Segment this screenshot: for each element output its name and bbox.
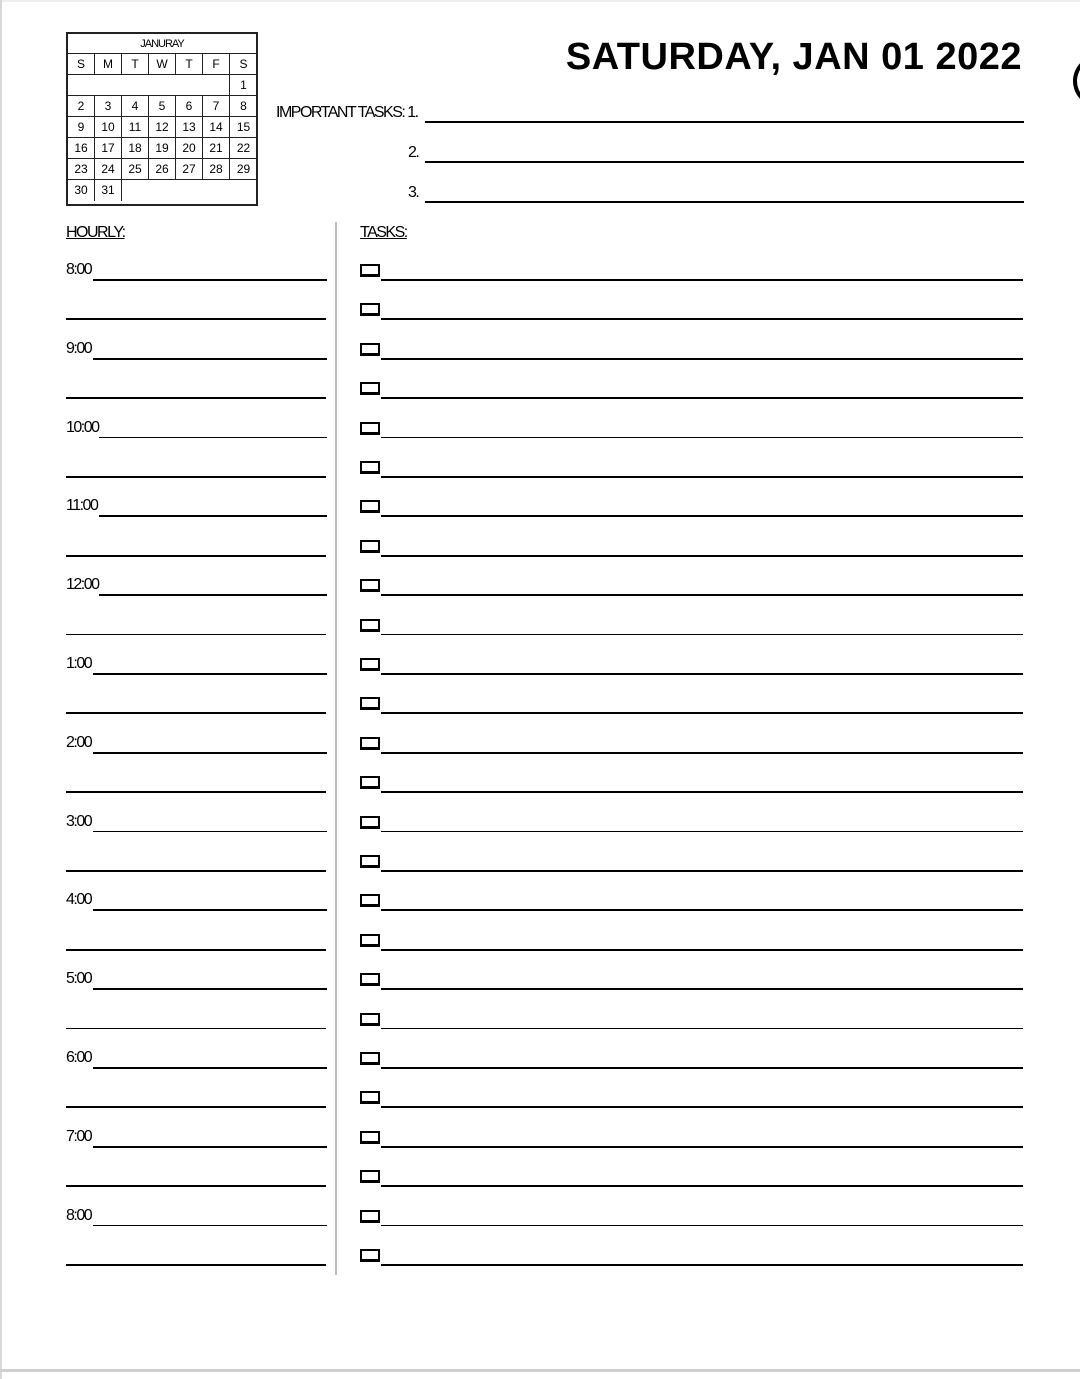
hour-write-line[interactable] bbox=[93, 673, 327, 675]
important-task-line-2[interactable] bbox=[425, 161, 1024, 163]
hour-write-line[interactable] bbox=[93, 1225, 327, 1227]
task-write-line[interactable] bbox=[381, 673, 1023, 675]
half-hour-write-line[interactable] bbox=[66, 1106, 326, 1108]
calendar-day[interactable]: 7 bbox=[203, 96, 230, 117]
task-checkbox[interactable] bbox=[360, 343, 380, 356]
hour-label: 6:00 bbox=[66, 1049, 92, 1066]
hour-write-line[interactable] bbox=[93, 988, 327, 990]
task-checkbox[interactable] bbox=[360, 1091, 380, 1104]
calendar-day[interactable]: 12 bbox=[149, 117, 176, 138]
hour-write-line[interactable] bbox=[93, 909, 327, 911]
task-checkbox[interactable] bbox=[360, 737, 380, 750]
half-hour-write-line[interactable] bbox=[66, 1185, 326, 1187]
task-checkbox[interactable] bbox=[360, 1052, 380, 1065]
task-write-line[interactable] bbox=[381, 988, 1023, 990]
page-top-edge bbox=[0, 0, 1080, 2]
page-bottom-edge bbox=[0, 1369, 1080, 1372]
task-checkbox[interactable] bbox=[360, 1210, 380, 1223]
calendar-day[interactable]: 23 bbox=[68, 159, 95, 180]
task-checkbox[interactable] bbox=[360, 894, 380, 907]
calendar-day[interactable]: 18 bbox=[122, 138, 149, 159]
task-checkbox[interactable] bbox=[360, 776, 380, 789]
task-checkbox[interactable] bbox=[360, 816, 380, 829]
task-write-line[interactable] bbox=[381, 1146, 1023, 1148]
task-write-line[interactable] bbox=[381, 1067, 1023, 1069]
calendar-day[interactable]: 9 bbox=[68, 117, 95, 138]
task-write-line[interactable] bbox=[381, 752, 1023, 754]
task-checkbox[interactable] bbox=[360, 1131, 380, 1144]
calendar-day[interactable]: 11 bbox=[122, 117, 149, 138]
hour-label: 2:00 bbox=[66, 733, 92, 751]
page-left-edge bbox=[0, 0, 2, 1379]
calendar-day[interactable]: 15 bbox=[230, 117, 257, 138]
calendar-day[interactable]: 19 bbox=[149, 138, 176, 159]
calendar-day[interactable]: 31 bbox=[95, 180, 122, 201]
hour-label: 9:00 bbox=[66, 339, 92, 357]
hour-label: 8:00 bbox=[66, 261, 92, 278]
calendar-weekday: W bbox=[149, 54, 176, 75]
hour-write-line[interactable] bbox=[93, 279, 327, 281]
calendar-day[interactable]: 27 bbox=[176, 159, 203, 180]
task-write-line[interactable] bbox=[381, 279, 1023, 281]
half-hour-write-line[interactable] bbox=[66, 1028, 326, 1030]
hour-write-line[interactable] bbox=[99, 515, 327, 517]
calendar-day[interactable]: 20 bbox=[176, 138, 203, 159]
calendar-day[interactable]: 14 bbox=[203, 117, 230, 138]
hour-label: 12:00 bbox=[66, 576, 99, 594]
important-tasks-label: IMPORTANT TASKS: 1. bbox=[276, 104, 418, 121]
task-write-line[interactable] bbox=[381, 515, 1023, 517]
calendar-day[interactable]: 29 bbox=[230, 159, 257, 180]
important-task-line-1[interactable] bbox=[425, 121, 1024, 123]
task-checkbox[interactable] bbox=[360, 500, 380, 513]
task-write-line[interactable] bbox=[381, 1106, 1023, 1108]
half-hour-write-line[interactable] bbox=[66, 397, 326, 399]
task-write-line[interactable] bbox=[381, 831, 1023, 833]
hour-write-line[interactable] bbox=[93, 752, 327, 754]
important-task-number-2: 2. bbox=[408, 144, 419, 161]
calendar-weekday: S bbox=[68, 54, 95, 75]
task-checkbox[interactable] bbox=[360, 422, 380, 435]
task-write-line[interactable] bbox=[381, 358, 1023, 360]
calendar-day[interactable]: 3 bbox=[95, 96, 122, 117]
calendar-weekday: S bbox=[230, 54, 257, 75]
half-hour-write-line[interactable] bbox=[66, 1264, 326, 1266]
calendar-empty-cell bbox=[68, 75, 230, 96]
task-checkbox[interactable] bbox=[360, 1249, 380, 1262]
task-checkbox[interactable] bbox=[360, 1170, 380, 1183]
task-write-line[interactable] bbox=[381, 397, 1023, 399]
calendar-day[interactable]: 4 bbox=[122, 96, 149, 117]
task-checkbox[interactable] bbox=[360, 658, 380, 671]
hour-label: 7:00 bbox=[66, 1127, 92, 1145]
task-checkbox[interactable] bbox=[360, 1013, 380, 1026]
task-checkbox[interactable] bbox=[360, 303, 380, 316]
hour-write-line[interactable] bbox=[93, 1067, 327, 1069]
hour-label: 5:00 bbox=[66, 970, 92, 988]
half-hour-write-line[interactable] bbox=[66, 870, 326, 872]
task-write-line[interactable] bbox=[381, 634, 1023, 636]
calendar-day[interactable]: 2 bbox=[68, 96, 95, 117]
hour-label: 10:00 bbox=[66, 418, 99, 436]
calendar-day[interactable]: 24 bbox=[95, 159, 122, 180]
calendar-day[interactable]: 8 bbox=[230, 96, 257, 117]
calendar-day[interactable]: 1 bbox=[230, 75, 257, 96]
calendar-empty-cell bbox=[122, 180, 257, 201]
task-write-line[interactable] bbox=[381, 437, 1023, 439]
task-write-line[interactable] bbox=[381, 594, 1023, 596]
calendar-day[interactable]: 13 bbox=[176, 117, 203, 138]
half-hour-write-line[interactable] bbox=[66, 555, 326, 557]
tasks-heading: TASKS: bbox=[360, 224, 407, 241]
calendar-day[interactable]: 25 bbox=[122, 159, 149, 180]
calendar-weekday: M bbox=[95, 54, 122, 75]
important-task-number-3: 3. bbox=[408, 184, 419, 201]
hour-label: 11:00 bbox=[66, 497, 98, 515]
task-checkbox[interactable] bbox=[360, 382, 380, 395]
calendar-day[interactable]: 5 bbox=[149, 96, 176, 117]
important-task-line-3[interactable] bbox=[425, 201, 1024, 203]
mini-calendar bbox=[66, 32, 258, 206]
task-write-line[interactable] bbox=[381, 476, 1023, 478]
calendar-day[interactable]: 16 bbox=[68, 138, 95, 159]
task-write-line[interactable] bbox=[381, 318, 1023, 320]
task-checkbox[interactable] bbox=[360, 973, 380, 986]
calendar-day[interactable]: 30 bbox=[68, 180, 95, 201]
calendar-day[interactable]: 28 bbox=[203, 159, 230, 180]
half-hour-write-line[interactable] bbox=[66, 318, 326, 320]
task-write-line[interactable] bbox=[381, 870, 1023, 872]
calendar-day[interactable]: 22 bbox=[230, 138, 257, 159]
calendar-day[interactable]: 26 bbox=[149, 159, 176, 180]
hour-label: 1:00 bbox=[66, 655, 92, 672]
task-checkbox[interactable] bbox=[360, 697, 380, 710]
task-write-line[interactable] bbox=[381, 909, 1023, 911]
hour-write-line[interactable] bbox=[93, 831, 327, 833]
calendar-weekday: T bbox=[122, 54, 149, 75]
task-checkbox[interactable] bbox=[360, 934, 380, 947]
task-checkbox[interactable] bbox=[360, 264, 380, 277]
calendar-day[interactable]: 6 bbox=[176, 96, 203, 117]
task-write-line[interactable] bbox=[381, 791, 1023, 793]
hour-write-line[interactable] bbox=[93, 1146, 327, 1148]
calendar-month-title: JANURAY bbox=[68, 34, 256, 54]
hourly-heading: HOURLY: bbox=[66, 224, 125, 241]
calendar-day[interactable]: 17 bbox=[95, 138, 122, 159]
column-divider bbox=[335, 222, 337, 1275]
task-write-line[interactable] bbox=[381, 1225, 1023, 1227]
task-checkbox[interactable] bbox=[360, 619, 380, 632]
calendar-day[interactable]: 21 bbox=[203, 138, 230, 159]
binder-ring-icon bbox=[1073, 55, 1080, 107]
task-write-line[interactable] bbox=[381, 1185, 1023, 1187]
task-checkbox[interactable] bbox=[360, 540, 380, 553]
half-hour-write-line[interactable] bbox=[66, 476, 326, 478]
task-write-line[interactable] bbox=[381, 1028, 1023, 1030]
half-hour-write-line[interactable] bbox=[66, 634, 326, 636]
hour-label: 8:00 bbox=[66, 1206, 92, 1224]
hour-write-line[interactable] bbox=[99, 594, 327, 596]
hour-write-line[interactable] bbox=[93, 358, 327, 360]
half-hour-write-line[interactable] bbox=[66, 949, 326, 951]
half-hour-write-line[interactable] bbox=[66, 712, 326, 714]
calendar-weekday: F bbox=[203, 54, 230, 75]
task-checkbox[interactable] bbox=[360, 855, 380, 868]
task-checkbox[interactable] bbox=[360, 579, 380, 592]
task-checkbox[interactable] bbox=[360, 461, 380, 474]
task-write-line[interactable] bbox=[381, 1264, 1023, 1266]
hour-write-line[interactable] bbox=[99, 437, 327, 439]
calendar-weekday: T bbox=[176, 54, 203, 75]
page-title: SATURDAY, JAN 01 2022 bbox=[565, 36, 1022, 78]
task-write-line[interactable] bbox=[381, 555, 1023, 557]
task-write-line[interactable] bbox=[381, 712, 1023, 714]
half-hour-write-line[interactable] bbox=[66, 791, 326, 793]
calendar-day[interactable]: 10 bbox=[95, 117, 122, 138]
hour-label: 3:00 bbox=[66, 812, 92, 830]
task-write-line[interactable] bbox=[381, 949, 1023, 951]
hour-label: 4:00 bbox=[66, 891, 92, 909]
